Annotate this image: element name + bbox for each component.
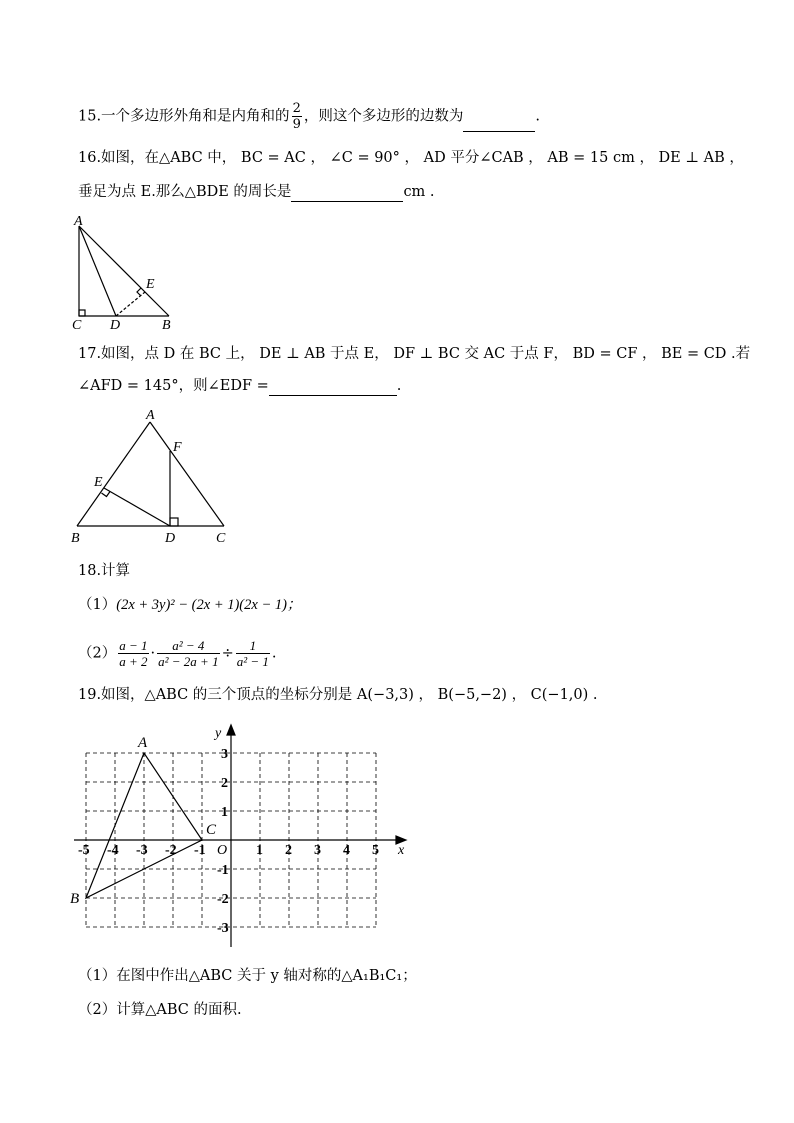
q18-divide-sign: ÷ — [221, 645, 234, 662]
q16-segment-ad — [79, 226, 116, 316]
q16-label-c: C — [72, 318, 82, 333]
q16-line2-prefix: 垂足为点 E.那么△BDE 的周长是 — [78, 184, 292, 200]
q17-label-e: E — [94, 475, 103, 490]
q16-line1: 16.如图，在△ABC 中， BC = AC ， ∠C = 90° ， AD 平分∠CAB ， AB = 15 cm ， DE ⊥ AB ， — [78, 150, 744, 166]
x-tick-label: -3 — [136, 843, 148, 858]
q18-f1-den: a + 2 — [119, 654, 148, 669]
q18-end: . — [271, 645, 277, 662]
x-tick-label: 3 — [314, 843, 321, 858]
q18-part2: （2） $\frac{a - 1}{a + 2}$ · $\frac{\text{a² − 4}}{\text{a² − 2a + 1}}$ ÷ $\frac{1}{\text{a² − 1}}$ . — [78, 638, 277, 669]
q15-answer-blank[interactable] — [463, 115, 535, 132]
x-tick-label: -4 — [107, 843, 119, 858]
x-tick-label: 2 — [285, 843, 292, 858]
q18-title: 18.计算 — [78, 563, 131, 579]
x-tick-label: -1 — [194, 843, 206, 858]
q15-prefix: 15.一个多边形外角和是内角和的 — [78, 108, 290, 125]
q16-figure — [64, 210, 184, 336]
q18-part1-label: （1） — [78, 597, 117, 613]
q16-label-d: D — [110, 318, 121, 333]
q18-f2-den: a² − 2a + 1 — [158, 654, 219, 669]
q18-fraction-2 — [157, 638, 219, 669]
q18-fraction-1 — [118, 638, 148, 669]
y-tick-label: 2 — [221, 776, 228, 791]
q17-label-b: B — [71, 531, 80, 546]
q16-line2 — [78, 182, 435, 202]
vertex-label-a: A — [138, 735, 148, 751]
y-tick-label: 1 — [221, 805, 228, 820]
q17-figure — [66, 404, 236, 546]
q18-part2-label: （2） — [78, 645, 117, 662]
q17-segment-de — [104, 488, 170, 526]
q15-fraction — [292, 101, 302, 132]
q18-fraction-3 — [236, 638, 270, 669]
q17-label-f: F — [173, 440, 182, 455]
q17-answer-blank[interactable] — [269, 379, 397, 396]
q16-label-a: A — [74, 214, 83, 229]
q19-part2: （2）计算△ABC 的面积. — [78, 1002, 242, 1018]
vertex-label-b: B — [70, 891, 80, 907]
q18-f3-num: 1 — [236, 638, 270, 654]
q18-f1-num: a − 1 — [119, 638, 148, 653]
q17-label-d: D — [165, 531, 176, 546]
q15-frac-den: 9 — [292, 117, 301, 132]
q16-label-e: E — [146, 277, 155, 292]
q16-side-ab — [79, 226, 169, 316]
q17-label-c: C — [216, 531, 226, 546]
vertex-label-c: C — [206, 822, 217, 838]
y-tick-label: -1 — [217, 863, 229, 878]
q17-right-angle-e — [102, 492, 111, 497]
x-tick-label: -5 — [78, 843, 90, 858]
y-axis-label: y — [215, 726, 222, 741]
q16-answer-blank[interactable] — [291, 185, 403, 202]
x-tick-label: -2 — [165, 843, 177, 858]
y-tick-label: 3 — [221, 747, 228, 762]
q15-suffix: ，则这个多边形的边数为 — [303, 108, 464, 125]
q17-line2-suffix: . — [396, 378, 402, 394]
q18-part1 — [78, 595, 301, 615]
q17-side-ac — [150, 422, 224, 526]
q15-end: . — [535, 108, 540, 125]
q17-line2 — [78, 376, 401, 396]
q17-line2-prefix: ∠AFD = 145°，则∠EDF = — [78, 378, 269, 394]
origin-label: O — [217, 843, 228, 858]
q19-part1: （1）在图中作出△ABC 关于 y 轴对称的△A₁B₁C₁； — [78, 968, 417, 984]
q15-frac-num: 2 — [292, 101, 301, 116]
x-tick-label: 1 — [256, 843, 263, 858]
q16-right-angle-c — [79, 310, 85, 316]
q17-label-a: A — [146, 408, 155, 423]
y-axis-arrow — [227, 725, 235, 735]
x-tick-label: 4 — [343, 843, 350, 858]
q18-f2-num: a² − 4 — [157, 638, 219, 654]
q17-side-ab — [77, 422, 150, 526]
x-axis-label: x — [398, 843, 405, 858]
q17-right-angle-d — [170, 518, 178, 526]
y-tick-label: -3 — [217, 921, 229, 936]
y-tick-label: -2 — [217, 892, 229, 907]
q15-line — [78, 101, 540, 132]
q18-part1-expr: (2x + 3y)² − (2x + 1)(2x − 1)； — [116, 597, 302, 613]
q16-label-b: B — [162, 318, 171, 333]
q17-line1: 17.如图，点 D 在 BC 上， DE ⊥ AB 于点 E， DF ⊥ BC 交 AC 于点 F， BD = CF ， BE = CD .若 — [78, 346, 751, 362]
x-tick-label: 5 — [372, 843, 379, 858]
q16-right-angle-e — [137, 288, 141, 296]
q16-line2-suffix: cm . — [403, 184, 435, 200]
q18-f3-den: a² − 1 — [236, 654, 269, 669]
q19-coordinate-grid — [66, 720, 411, 952]
q19-line1: 19.如图，△ABC 的三个顶点的坐标分别是 A(−3,3) ， B(−5,−2) ， C(−1,0) . — [78, 687, 598, 703]
